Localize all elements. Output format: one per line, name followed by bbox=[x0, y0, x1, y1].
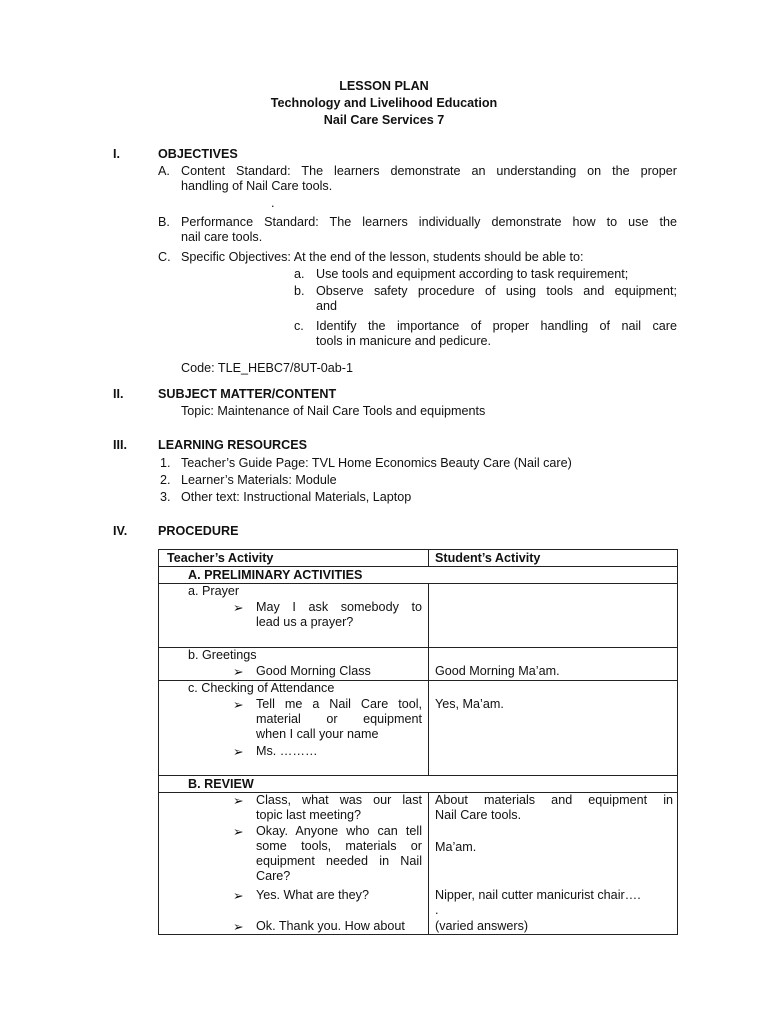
review-arrow-3: ➢ bbox=[233, 889, 244, 903]
objective-a-marker: A. bbox=[158, 164, 170, 178]
prayer-arrow: ➢ bbox=[233, 601, 244, 615]
attendance-arrow-2: ➢ bbox=[233, 745, 244, 759]
section-numeral-3: III. bbox=[113, 438, 127, 452]
review-q2-line4: Care? bbox=[256, 869, 291, 883]
attendance-line1: Tell me a Nail Care tool, bbox=[256, 697, 422, 711]
review-q2-line1: Okay. Anyone who can tell bbox=[256, 824, 422, 838]
review-arrow-4: ➢ bbox=[233, 920, 244, 934]
sub-objective-b-line1: Observe safety procedure of using tools and equipment; bbox=[316, 284, 677, 298]
sub-objective-b bbox=[316, 284, 677, 313]
competency-code: Code: TLE_HEBC7/8UT-0ab-1 bbox=[181, 361, 353, 375]
specific-objectives: Specific Objectives: At the end of the lesson, students should be able to: bbox=[181, 250, 584, 264]
review-q2-line3: equipment needed in Nail bbox=[256, 854, 422, 868]
prayer-question bbox=[256, 600, 422, 629]
sub-objective-c-line1: Identify the importance of proper handling of nail care bbox=[316, 319, 677, 333]
table-divider bbox=[428, 583, 429, 775]
prayer-question-line1: May I ask somebody to bbox=[256, 600, 422, 614]
title-subject: Technology and Livelihood Education bbox=[270, 96, 498, 110]
col-header-teacher: Teacher’s Activity bbox=[167, 551, 274, 565]
table-divider bbox=[428, 550, 429, 566]
section-numeral-2: II. bbox=[113, 387, 124, 401]
review-a1-line2: Nail Care tools. bbox=[435, 808, 522, 822]
greetings-label: b. Greetings bbox=[188, 648, 257, 662]
title-course: Nail Care Services 7 bbox=[323, 113, 445, 127]
review-question-1 bbox=[256, 793, 422, 822]
attendance-line2: material or equipment bbox=[256, 712, 422, 726]
content-standard-line1: Content Standard: The learners demonstrate an understanding on the proper bbox=[181, 164, 677, 178]
attendance-ms: Ms. ……… bbox=[256, 744, 318, 758]
col-header-student: Student’s Activity bbox=[435, 551, 541, 565]
review-answer-3: Nipper, nail cutter manicurist chair…. bbox=[435, 888, 641, 902]
performance-standard-line2: nail care tools. bbox=[181, 230, 263, 244]
table-divider bbox=[428, 792, 429, 935]
attendance-student: Yes, Ma’am. bbox=[435, 697, 504, 711]
review-q2-line2: some tools, materials or bbox=[256, 839, 422, 853]
sub-objective-c bbox=[316, 319, 677, 348]
review-question-4: Ok. Thank you. How about bbox=[256, 919, 405, 933]
review-answer-3-dot: . bbox=[435, 903, 439, 917]
sub-objective-b-marker: b. bbox=[294, 284, 305, 298]
review-answer-2: Ma’am. bbox=[435, 840, 477, 854]
resource-marker-3: 3. bbox=[160, 490, 171, 504]
objective-b-marker: B. bbox=[158, 215, 170, 229]
resource-marker-2: 2. bbox=[160, 473, 171, 487]
content-standard-line2: handling of Nail Care tools. bbox=[181, 179, 333, 193]
review-question-2 bbox=[256, 824, 422, 883]
procedure-heading: PROCEDURE bbox=[158, 524, 239, 538]
subject-matter-heading: SUBJECT MATTER/CONTENT bbox=[158, 387, 337, 401]
review-answer-4: (varied answers) bbox=[435, 919, 529, 933]
greetings-arrow: ➢ bbox=[233, 665, 244, 679]
learning-resources-heading: LEARNING RESOURCES bbox=[158, 438, 308, 452]
review-arrow-1: ➢ bbox=[233, 794, 244, 808]
review-q1-line1: Class, what was our last bbox=[256, 793, 422, 807]
table-rule bbox=[159, 775, 677, 776]
table-rule bbox=[159, 566, 677, 567]
resource-item-1: Teacher’s Guide Page: TVL Home Economics Beauty Care (Nail care) bbox=[181, 456, 572, 470]
review-a1-line1: About materials and equipment in bbox=[435, 793, 673, 807]
attendance-line3: when I call your name bbox=[256, 727, 379, 741]
sub-objective-c-line2: tools in manicure and pedicure. bbox=[316, 334, 492, 348]
attendance-arrow: ➢ bbox=[233, 698, 244, 712]
greetings-teacher: Good Morning Class bbox=[256, 664, 371, 678]
resource-item-3: Other text: Instructional Materials, Laptop bbox=[181, 490, 412, 504]
performance-standard bbox=[181, 215, 677, 244]
greetings-student: Good Morning Ma’am. bbox=[435, 664, 560, 678]
performance-standard-line1: Performance Standard: The learners individually demonstrate how to use the bbox=[181, 215, 677, 229]
objective-c-marker: C. bbox=[158, 250, 171, 264]
review-answer-1 bbox=[435, 793, 673, 822]
section-numeral-1: I. bbox=[113, 147, 120, 161]
sub-objective-a: Use tools and equipment according to task requirement; bbox=[316, 267, 629, 281]
section-numeral-4: IV. bbox=[113, 524, 128, 538]
prayer-question-line2: lead us a prayer? bbox=[256, 615, 354, 629]
attendance-instruction bbox=[256, 697, 422, 741]
review-q1-line2: topic last meeting? bbox=[256, 808, 362, 822]
section-b-review: B. REVIEW bbox=[188, 777, 254, 791]
stray-dot: . bbox=[271, 196, 275, 210]
sub-objective-a-marker: a. bbox=[294, 267, 305, 281]
title-lesson-plan: LESSON PLAN bbox=[339, 79, 429, 93]
prayer-label: a. Prayer bbox=[188, 584, 240, 598]
resource-marker-1: 1. bbox=[160, 456, 171, 470]
content-standard bbox=[181, 164, 677, 193]
objectives-heading: OBJECTIVES bbox=[158, 147, 238, 161]
sub-objective-b-line2: and bbox=[316, 299, 338, 313]
topic-line: Topic: Maintenance of Nail Care Tools and equipments bbox=[181, 404, 486, 418]
sub-objective-c-marker: c. bbox=[294, 319, 304, 333]
section-a-preliminary: A. PRELIMINARY ACTIVITIES bbox=[188, 568, 363, 582]
attendance-label: c. Checking of Attendance bbox=[188, 681, 335, 695]
procedure-table bbox=[158, 549, 678, 935]
review-question-3: Yes. What are they? bbox=[256, 888, 369, 902]
review-arrow-2: ➢ bbox=[233, 825, 244, 839]
resource-item-2: Learner’s Materials: Module bbox=[181, 473, 337, 487]
